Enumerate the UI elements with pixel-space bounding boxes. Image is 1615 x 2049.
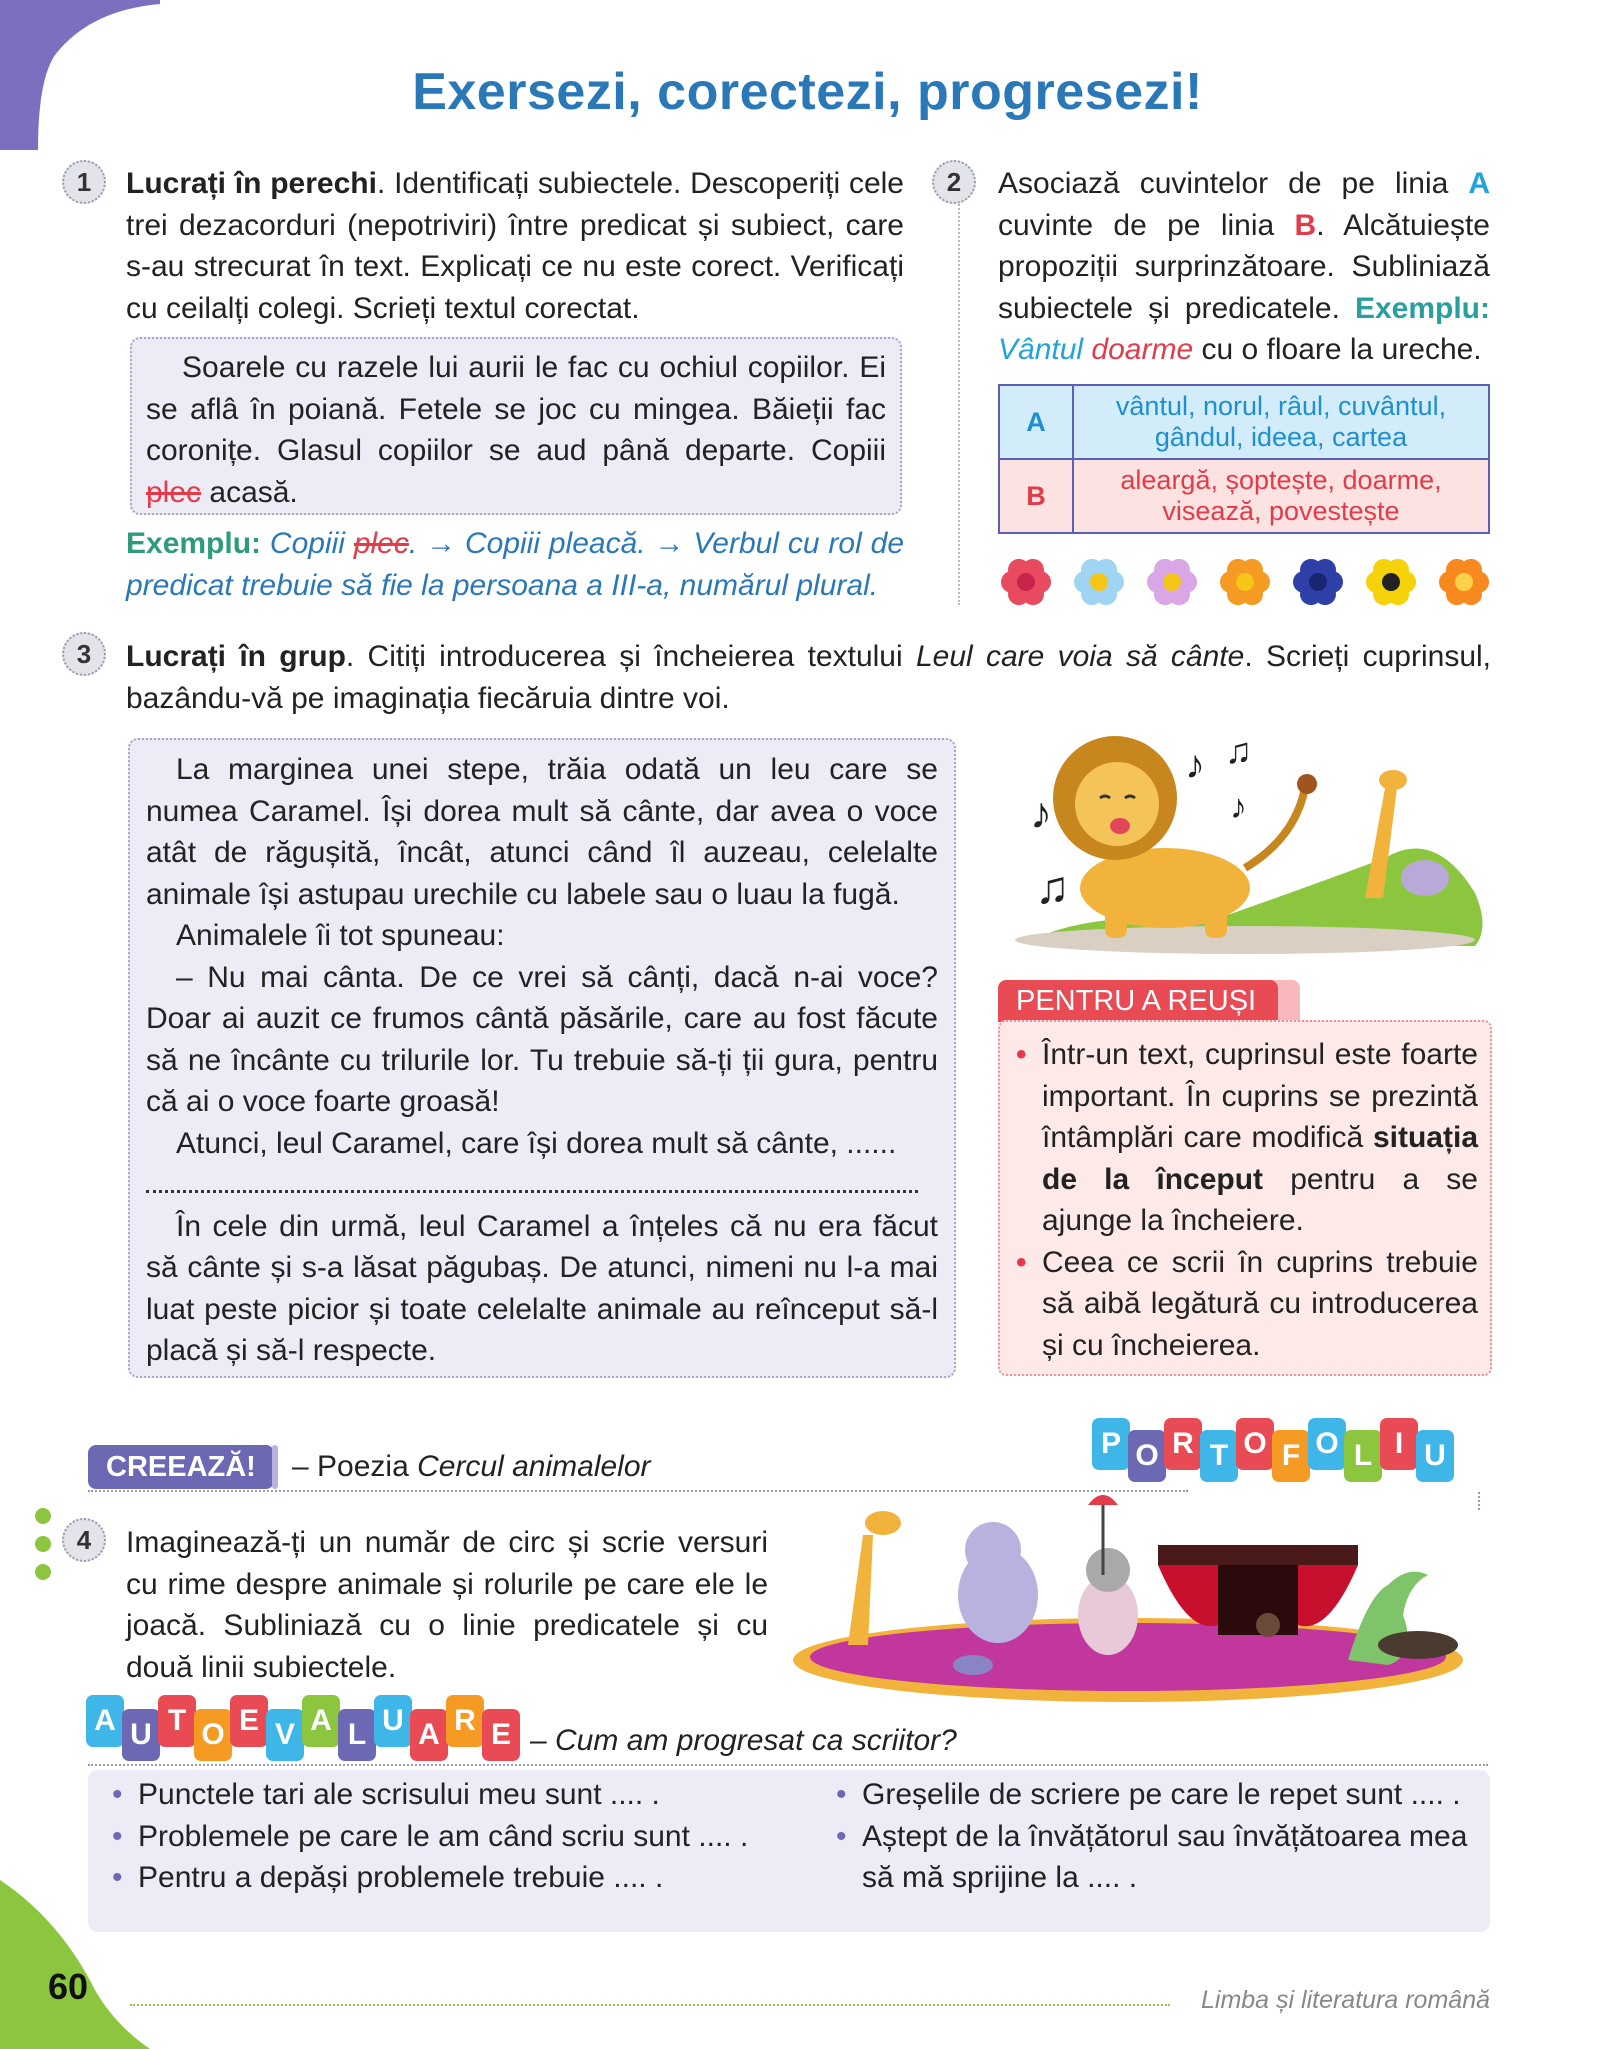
svg-text:♪: ♪: [1230, 788, 1247, 826]
autoevaluare-divider: [88, 1764, 1488, 1766]
exercise-3-number: 3: [62, 632, 106, 676]
autoevaluare-left-list: [106, 1774, 806, 1899]
exercise-1-text-box: [130, 337, 902, 515]
exercise-1-instruction: Lucrați în perechi. Identificați subiectele. Descoperiți cele trei dezacorduri (nepotriviri) între predicat și subiect, care s-au strecurat în text. Explicați ce nu este corect. Verificați cu ceilalți colegi. Scrieți textul corectat.: [126, 167, 904, 325]
tip-title: PENTRU A REUȘI: [998, 980, 1278, 1022]
badge-letter: O: [1128, 1430, 1166, 1482]
exercise-1-lead: Lucrați în perechi: [126, 167, 377, 200]
flower-icon: [1439, 559, 1489, 605]
exercise-4-number: 4: [62, 1518, 106, 1562]
story-line: Animalele îi tot spuneau:: [176, 919, 505, 952]
creeaza-accent: [272, 1445, 278, 1489]
list-item: • Problemele pe care le am când scriu sunt .... .: [112, 1819, 749, 1853]
tip-bullet-1: • Într-un text, cuprinsul este foarte important. În cuprins se prezintă întâmplări care modifică situația de la început pentru a se ajunge la încheiere.: [1016, 1038, 1478, 1237]
creeaza-label: CREEAZĂ!: [88, 1445, 274, 1489]
table-row: [999, 385, 1489, 459]
badge-letter: I: [1380, 1418, 1418, 1470]
tip-bullet-2: • Ceea ce scrii în cuprins trebuie să aibă legătură cu introducerea și cu încheierea.: [1016, 1245, 1478, 1362]
exercise-1-number: 1: [62, 160, 106, 204]
exercise-1-text: Soarele cu razele lui aurii le fac cu ochiul copiilor. Ei se aflâ în poiană. Fetele se joc cu mingea. Băieții fac coronițe. Glasul copiilor se aud până departe. Copiii plec acasă.: [146, 351, 886, 509]
badge-letter: P: [1092, 1418, 1130, 1470]
autoevaluare-subtitle: – Cum am progresat ca scriitor?: [530, 1724, 957, 1757]
exercise-4-instruction: Imaginează-ți un număr de circ și scrie versuri cu rime despre animale și rolurile pe care ele le joacă. Subliniază cu o linie predicatele și cu două linii subiectele.: [126, 1526, 768, 1684]
badge-letter: O: [194, 1709, 232, 1761]
story-ending: În cele din urmă, leul Caramel a înțeles că nu era făcut să cânte și s-a lăsat păgubaș. De atunci, nimeni nu l-a mai luat peste picior și toate celelalte animale au reînceput să-l placă și să-l respecte.: [146, 1209, 938, 1367]
table-row: [999, 459, 1489, 533]
badge-letter: E: [230, 1695, 268, 1747]
story-text-box: [128, 738, 956, 1378]
flowers-row: [998, 552, 1498, 616]
autoevaluare-right-list: [830, 1774, 1470, 1899]
badge-letter: L: [338, 1709, 376, 1761]
badge-letter: L: [1344, 1430, 1382, 1482]
flower-icon: [1293, 559, 1343, 605]
page-number: 60: [48, 1966, 89, 2007]
lion-singing-illustration: [1005, 718, 1495, 958]
creeaza-subtitle: – Poezia Cercul animalelor: [292, 1450, 651, 1483]
badge-letter: U: [1416, 1430, 1454, 1482]
badge-letter: U: [374, 1695, 412, 1747]
badge-letter: O: [1308, 1418, 1346, 1470]
exercise-2-number: 2: [932, 160, 976, 204]
page-title: Exersezi, corectezi, progresezi!: [412, 63, 1203, 121]
exercise-2-instruction: Asociază cuvintelor de pe linia A cuvinte de pe linia B. Alcătuiește propoziții surprinzătoare. Subliniază subiectele și predicatele. Exemplu: Vântul doarme cu o floare la ureche.: [998, 167, 1490, 366]
svg-text:♪: ♪: [1030, 789, 1052, 838]
badge-letter: U: [122, 1709, 160, 1761]
badge-letter: O: [1236, 1418, 1274, 1470]
badge-letter: T: [1200, 1430, 1238, 1482]
row-words: vântul, norul, râul, cuvântul, gândul, ideea, cartea: [1073, 385, 1489, 459]
badge-letter: R: [1164, 1418, 1202, 1470]
circus-illustration: [788, 1475, 1468, 1705]
column-divider: [958, 165, 960, 605]
story-dialogue: – Nu mai cânta. De ce vrei să cânți, dacă n-ai voce? Doar ai auzit ce frumos cântă păsările, care au fost făcute să ne încânte cu trilurile lor. Tu trebuie să-ți ții gura, pentru că ai o voce foarte groasă!: [146, 960, 938, 1118]
portofoliu-divider: [1478, 1492, 1480, 1510]
flower-icon: [1074, 559, 1124, 605]
row-words: aleargă, șoptește, doarme, visează, povestește: [1073, 459, 1489, 533]
flower-icon: [1147, 559, 1197, 605]
badge-letter: F: [1272, 1430, 1310, 1482]
badge-letter: E: [482, 1709, 520, 1761]
flower-icon: [1001, 559, 1051, 605]
exercise-1-example: Exemplu: Copiii plec. → Copiii pleacă. → Verbul cu rol de predicat trebuie să fie la persoana a III-a, numărul plural.: [126, 527, 905, 602]
green-dots-decoration: [28, 1504, 58, 1594]
story-introduction: La marginea unei stepe, trăia odată un leu care se numea Caramel. Își dorea mult să cânte, dar avea o voce atât de răgușită, încât, atunci când îl auzeau, celelalte animale își astupau urechile cu labele sau o luau la fugă.: [146, 753, 938, 911]
story-continuation: Atunci, leul Caramel, care își dorea mult să cânte, ......: [176, 1126, 897, 1160]
badge-letter: T: [158, 1695, 196, 1747]
badge-letter: A: [410, 1709, 448, 1761]
footer-divider: [130, 2004, 1170, 2006]
error-word: plec: [146, 475, 202, 509]
badge-letter: A: [302, 1695, 340, 1747]
list-item: • Aștept de la învățătorul sau învățătoarea mea să mă sprijine la .... .: [836, 1819, 1468, 1894]
badge-letter: R: [446, 1695, 484, 1747]
svg-text:♫: ♫: [1225, 730, 1252, 771]
badge-letter: V: [266, 1709, 304, 1761]
flower-icon: [1220, 559, 1270, 605]
footer-subject: Limba și literatura română: [1200, 1986, 1490, 2014]
row-label: B: [999, 459, 1073, 533]
list-item: • Pentru a depăși problemele trebuie .... .: [112, 1861, 664, 1894]
svg-text:♪: ♪: [1185, 743, 1205, 787]
list-item: • Greșelile de scriere pe care le repet sunt .... .: [836, 1778, 1461, 1811]
flower-icon: [1366, 559, 1416, 605]
words-table: [998, 384, 1490, 534]
tip-box: [998, 1020, 1492, 1376]
exercise-3-instruction: Lucrați în grup. Citiți introducerea și încheierea textului Leul care voia să cânte. Scrieți cuprinsul, bazându-vă pe imaginația fiecăruia dintre voi.: [126, 640, 1491, 715]
autoevaluare-box: [88, 1770, 1490, 1932]
writing-line: [146, 1164, 938, 1206]
badge-letter: A: [86, 1695, 124, 1747]
list-item: • Punctele tari ale scrisului meu sunt .... .: [112, 1778, 660, 1811]
row-label: A: [999, 385, 1073, 459]
svg-text:♫: ♫: [1035, 861, 1070, 913]
